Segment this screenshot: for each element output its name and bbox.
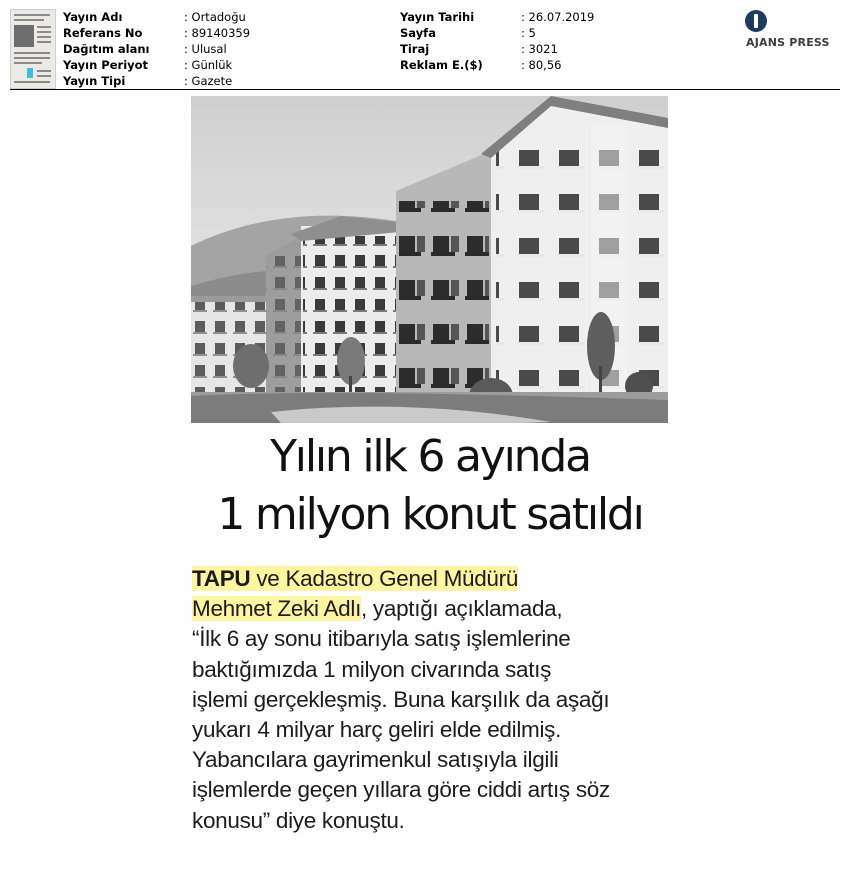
meta-row	[400, 57, 594, 73]
highlighted-term: Kadastro Genel Müdürü	[285, 566, 519, 591]
body-line: işlemi gerçekleşmiş. Buna karşılık da aşağı	[192, 686, 610, 712]
highlighted-term: Mehmet Zeki Adlı	[192, 596, 362, 622]
meta-key: Tiraj	[400, 42, 430, 56]
body-line	[192, 564, 682, 594]
meta-value: : Ulusal	[184, 42, 227, 56]
meta-value: : Ortadoğu	[184, 10, 246, 24]
body-line: yukarı 4 milyar harç geliri elde edilmiş.	[192, 717, 562, 743]
body-line: işlemlerde geçen yıllara göre ciddi artış söz	[192, 777, 610, 803]
meta-key: Yayın Adı	[63, 10, 123, 24]
body-line: “İlk 6 ay sonu itibarıyla satış işlemlerine	[192, 626, 571, 652]
meta-value: : 3021	[521, 42, 558, 56]
metadata-left	[63, 9, 250, 89]
newspaper-thumbnail	[10, 9, 56, 89]
meta-key: Yayın Tipi	[63, 74, 126, 88]
meta-key: Yayın Tarihi	[400, 10, 475, 24]
meta-key: Yayın Periyot	[63, 58, 149, 72]
highlighted-term: TAPU	[192, 566, 251, 591]
highlighted-term: ve	[250, 566, 286, 591]
meta-row	[63, 25, 250, 41]
body-line	[192, 594, 682, 624]
logo-text: AJANS PRESS	[746, 36, 830, 49]
meta-key: Reklam E.($)	[400, 58, 483, 72]
logo-mark-icon	[745, 10, 767, 32]
metadata-right	[400, 9, 594, 73]
meta-row	[400, 9, 594, 25]
meta-value: : Günlük	[184, 58, 233, 72]
body-line: baktığımızda 1 milyon civarında satış	[192, 656, 552, 682]
meta-value: : Gazete	[184, 74, 233, 88]
meta-value: : 89140359	[184, 26, 251, 40]
meta-row	[63, 57, 250, 73]
apartment-buildings-photo	[191, 96, 668, 423]
ajans-press-logo	[745, 10, 840, 50]
meta-row	[400, 41, 594, 57]
body-line: Yabancılara gayrimenkul satışıyla ilgili	[192, 747, 559, 773]
meta-value: : 26.07.2019	[521, 10, 595, 24]
meta-key: Referans No	[63, 26, 143, 40]
meta-row	[63, 41, 250, 57]
meta-value: : 80,56	[521, 58, 562, 72]
article-headline	[180, 428, 680, 544]
headline-line: Yılın ilk 6 ayında	[270, 431, 590, 482]
meta-value: : 5	[521, 26, 536, 40]
meta-row	[400, 25, 594, 41]
header-divider	[10, 89, 840, 90]
body-line: konusu” diye konuştu.	[192, 807, 405, 833]
meta-row	[63, 73, 250, 89]
body-text: , yaptığı açıklamada,	[361, 596, 563, 622]
meta-row	[63, 9, 250, 25]
headline-line: 1 milyon konut satıldı	[217, 489, 643, 540]
meta-key: Dağıtım alanı	[63, 42, 150, 56]
meta-key: Sayfa	[400, 26, 436, 40]
article-body	[192, 564, 682, 836]
